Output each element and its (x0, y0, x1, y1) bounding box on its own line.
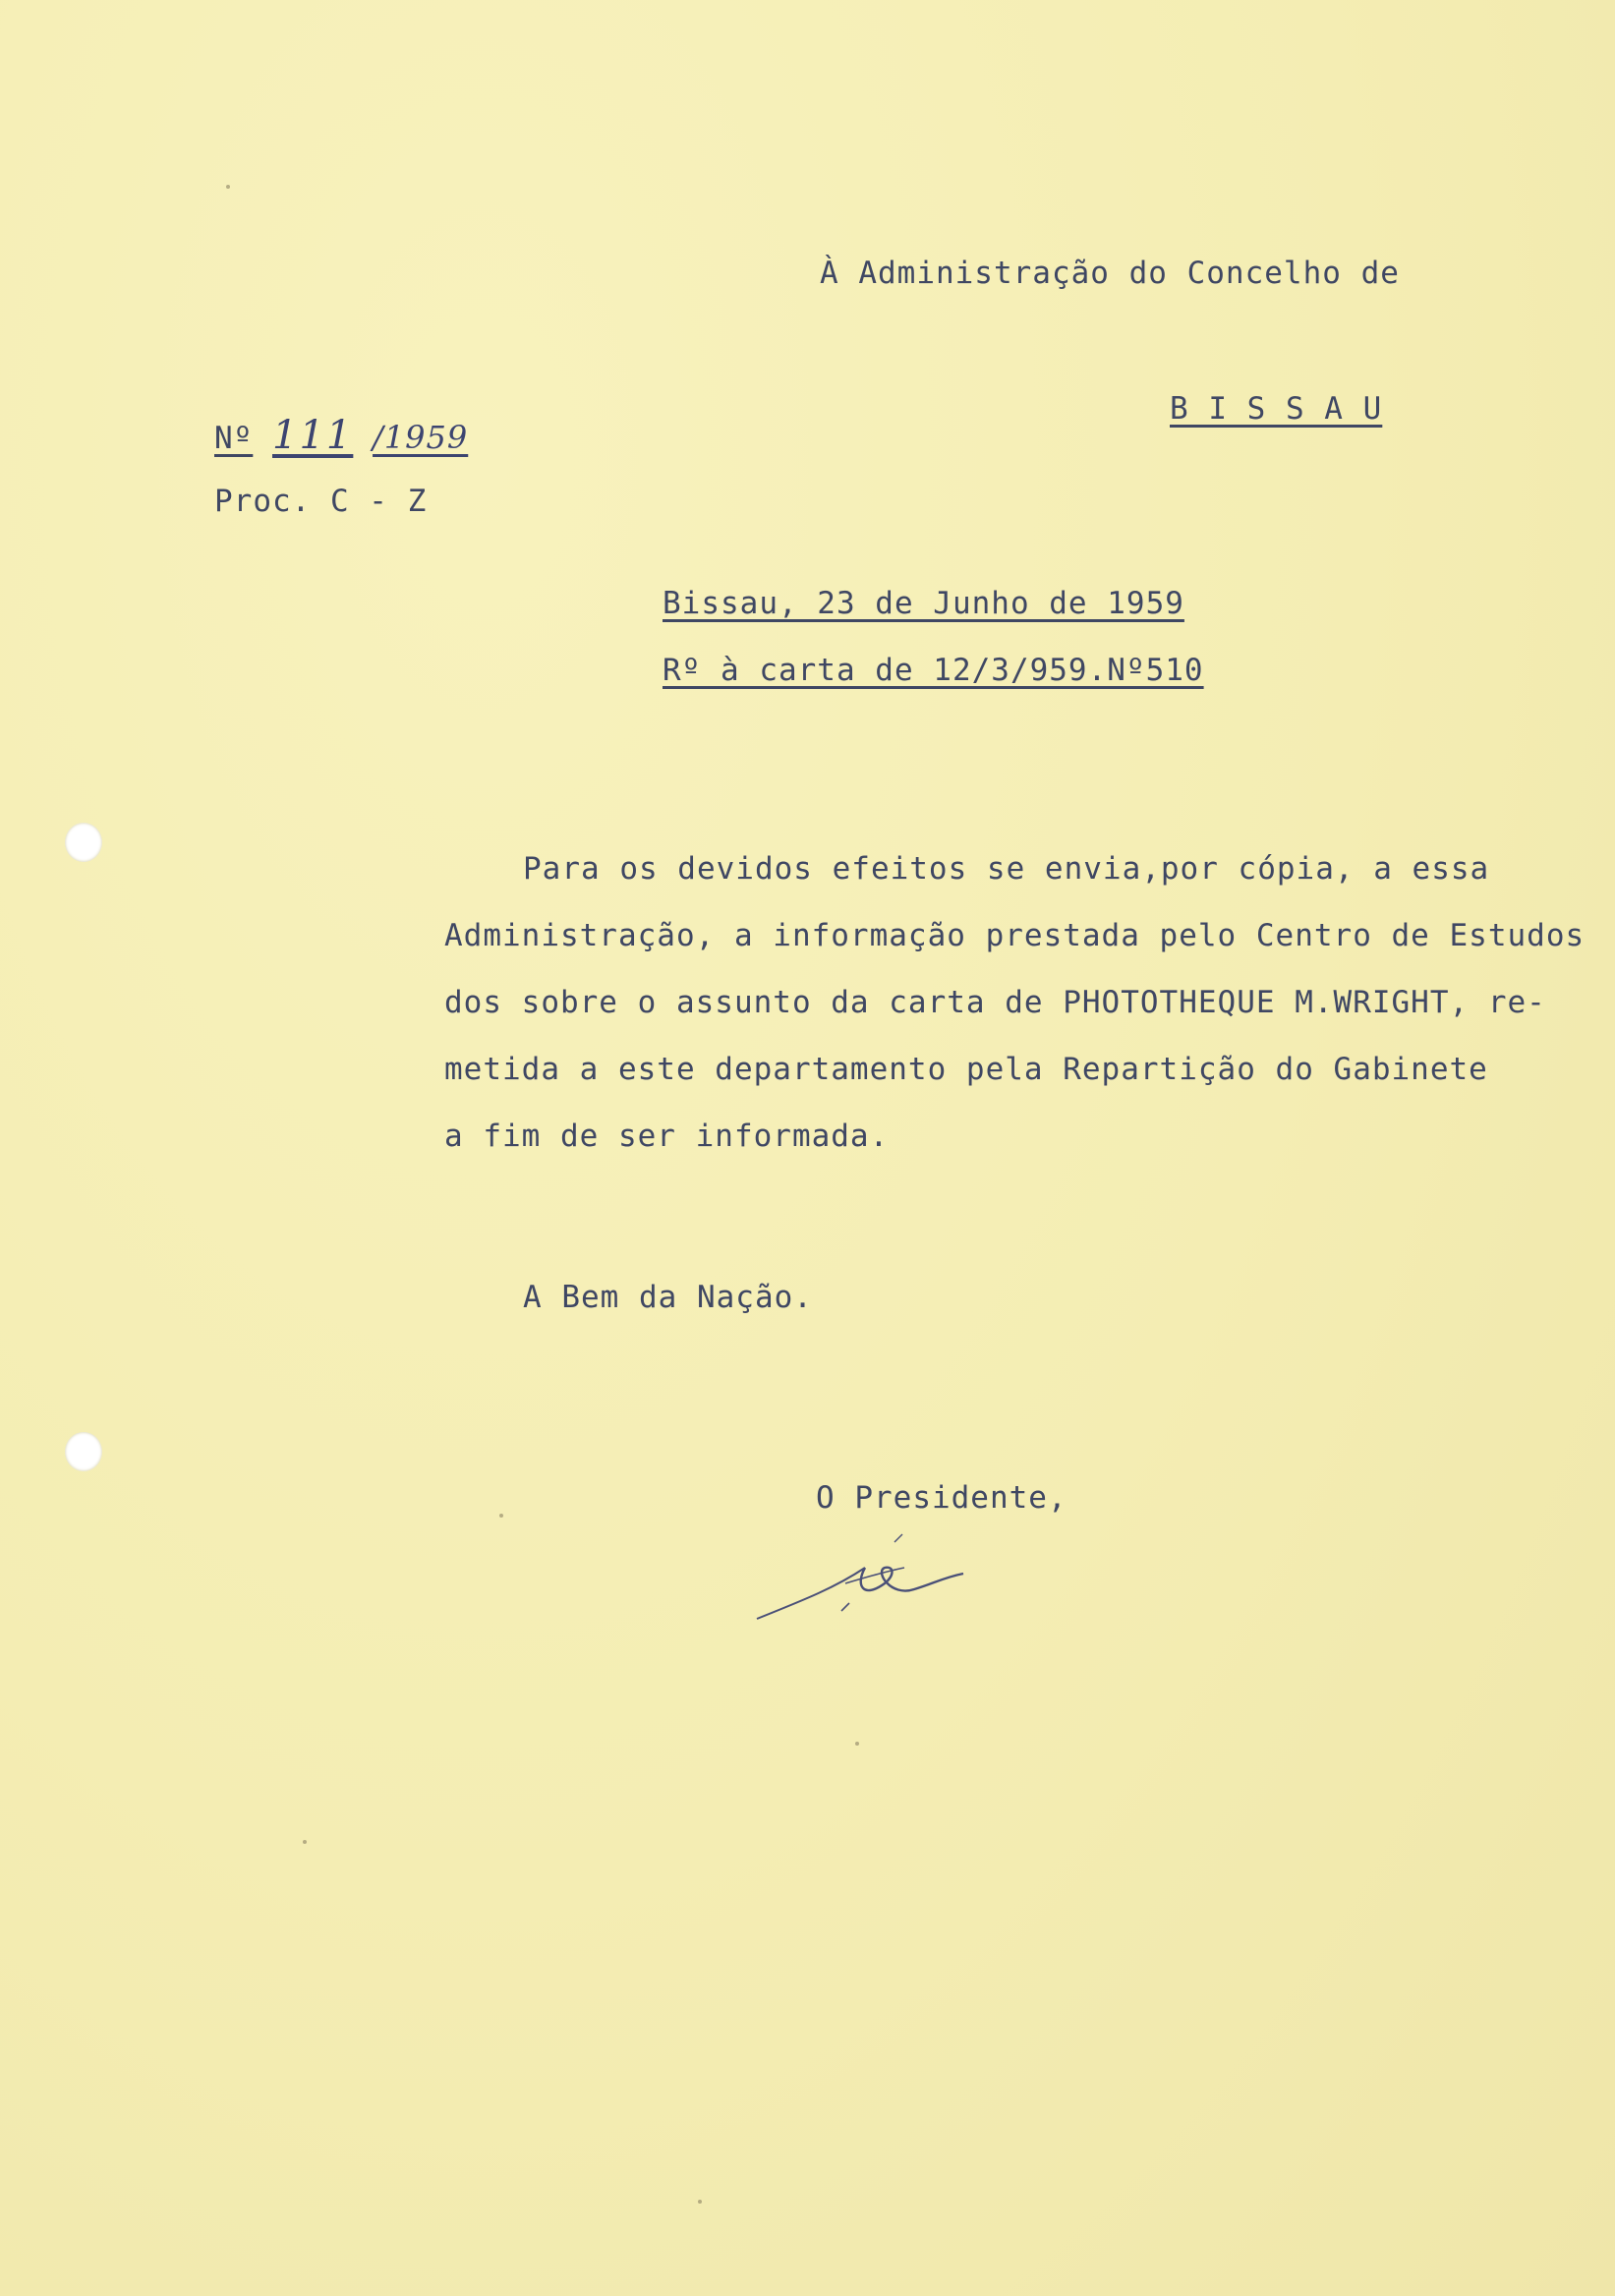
punch-hole-bottom (65, 1432, 102, 1471)
paper-speck (303, 1840, 307, 1844)
body-line: dos sobre o assunto da carta de PHOTOTHEQUE M.WRIGHT, re- (444, 985, 1546, 1020)
paper-speck (698, 2200, 702, 2204)
paper-speck (499, 1514, 503, 1518)
body-line: a fim de ser informada. (444, 1119, 890, 1154)
reply-reference: Rº à carta de 12/3/959.Nº510 (663, 653, 1204, 688)
handwritten-number: 111 (272, 413, 354, 458)
body-line: Administração, a informação prestada pelo Centro de Estudos (444, 918, 1586, 953)
process-reference: Proc. C - Z (214, 484, 428, 519)
date-line: Bissau, 23 de Junho de 1959 (663, 586, 1184, 621)
signature (747, 1528, 983, 1636)
body-line: metida a este departamento pela Repartição do Gabinete (444, 1052, 1488, 1087)
signatory-title: O Presidente, (816, 1480, 1067, 1516)
number-year: /1959 (373, 419, 469, 456)
paper-speck (855, 1742, 859, 1746)
body-line: Para os devidos efeitos se envia,por cópia, a essa (523, 851, 1490, 887)
paper-speck (226, 185, 230, 189)
addressee-line: À Administração do Concelho de (820, 256, 1400, 291)
salutation: A Bem da Nação. (523, 1280, 813, 1315)
reference-number (214, 413, 468, 458)
number-prefix: Nº (214, 421, 254, 456)
punch-hole-top (65, 823, 102, 862)
city-heading: B I S S A U (1170, 391, 1383, 427)
